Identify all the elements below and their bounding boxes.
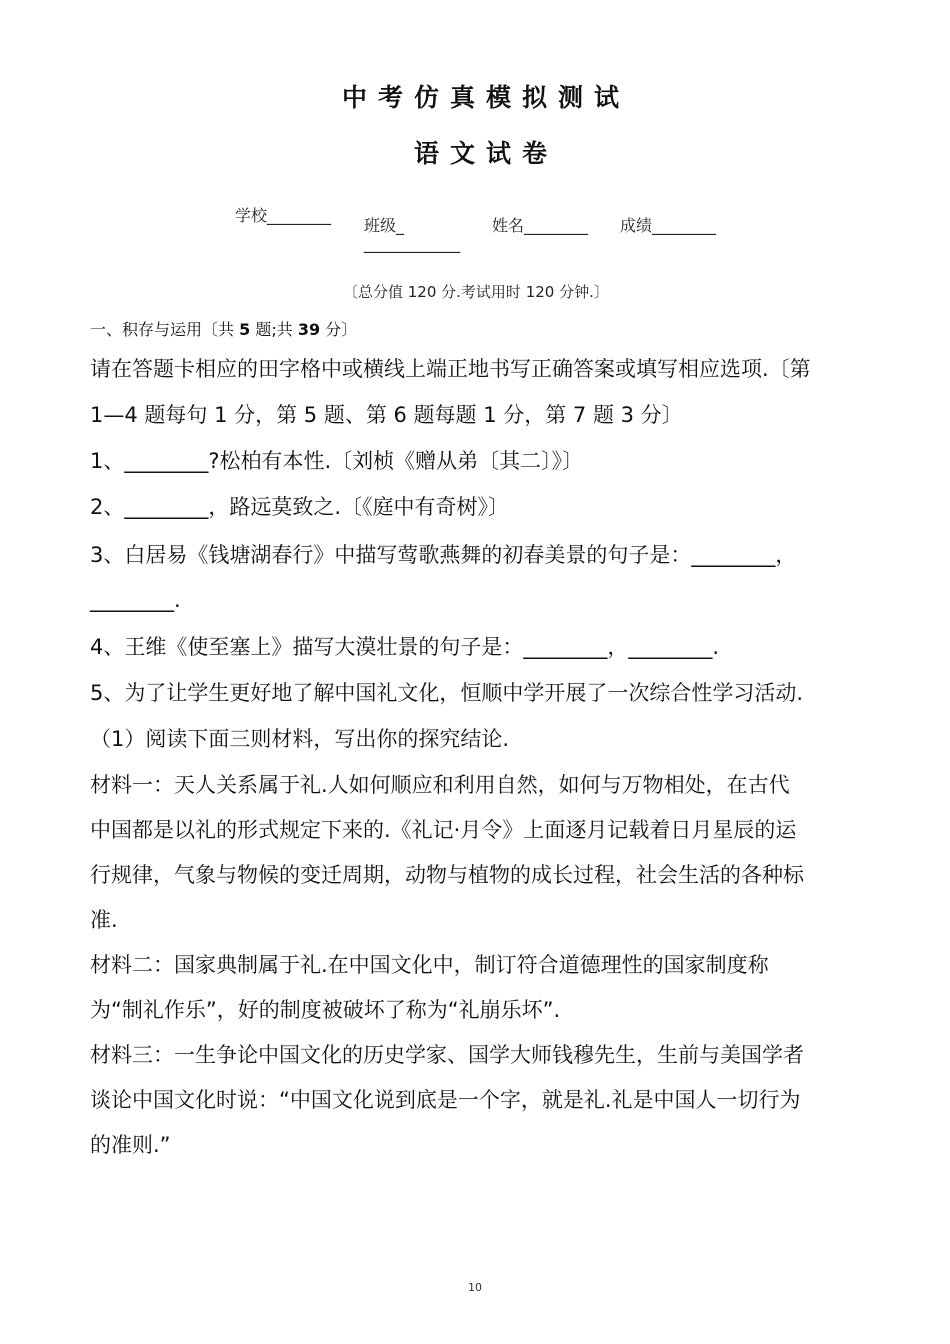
page-number: 10: [468, 1281, 482, 1294]
instruction-line: 请在答题卡相应的田字格中或横线上端正地书写正确答案或填写相应选项.〔第: [90, 357, 811, 381]
material-3-cont: 的准则.”: [90, 1133, 171, 1157]
score-field: 成绩________: [620, 216, 717, 235]
section-heading-text: 一、积存与运用〔共: [90, 320, 240, 339]
question-2: 2、________，路远莫致之.〔《庭中有奇树》〕: [90, 495, 510, 519]
page-title: 中考仿真模拟测试: [341, 83, 630, 112]
question-3: 3、白居易《钱塘湖春行》中描写莺歌燕舞的初春美景的句子是：________，: [90, 543, 797, 567]
material-1-cont: 中国都是以礼的形式规定下来的.《礼记·月令》上面逐月记载着日月星辰的运: [90, 818, 797, 842]
instruction-line: 1—4 题每句 1 分，第 5 题、第 6 题每题 1 分，第 7 题 3 分〕: [90, 403, 683, 427]
section-heading: [90, 317, 357, 340]
question-5-part-1: （1）阅读下面三则材料，写出你的探究结论.: [90, 727, 510, 751]
section-heading-text: 分〕: [320, 320, 358, 339]
material-1-cont: 准.: [90, 908, 118, 932]
question-5: 5、为了让学生更好地了解中国礼文化，恒顺中学开展了一次综合性学习活动.: [90, 681, 804, 705]
page-subtitle: 语文试卷: [413, 139, 558, 168]
material-3: 材料三：一生争论中国文化的历史学家、国学大师钱穆先生，生前与美国学者: [90, 1043, 804, 1067]
section-question-count: 5: [239, 320, 251, 339]
name-field: 姓名________: [492, 216, 589, 235]
class-field: 班级_: [364, 216, 405, 235]
school-field: 学校________: [235, 206, 332, 225]
question-1: 1、________?松柏有本性.〔刘桢《赠从弟〔其二〕》〕: [90, 449, 584, 473]
material-1: 材料一：天人关系属于礼.人如何顺应和利用自然，如何与万物相处，在古代: [90, 773, 790, 797]
material-2-cont: 为“制礼作乐”，好的制度被破坏了称为“礼崩乐坏”.: [90, 998, 561, 1022]
material-1-cont: 行规律，气象与物候的变迁周期，动物与植物的成长过程，社会生活的各种标: [90, 863, 804, 887]
score-note: 〔总分值 120 分.考试用时 120 分钟.〕: [343, 283, 609, 301]
section-total-points: 39: [297, 320, 321, 339]
material-2: 材料二：国家典制属于礼.在中国文化中，制订符合道德理性的国家制度称: [90, 953, 769, 977]
material-3-cont: 谈论中国文化时说：“中国文化说到底是一个字，就是礼.礼是中国人一切行为: [90, 1088, 801, 1112]
question-4: 4、王维《使至塞上》描写大漠壮景的句子是：________，________.: [90, 635, 720, 659]
section-heading-text: 题;共: [250, 320, 298, 339]
class-field-blank: ____________: [364, 234, 460, 253]
question-3-cont: ________.: [90, 588, 181, 612]
